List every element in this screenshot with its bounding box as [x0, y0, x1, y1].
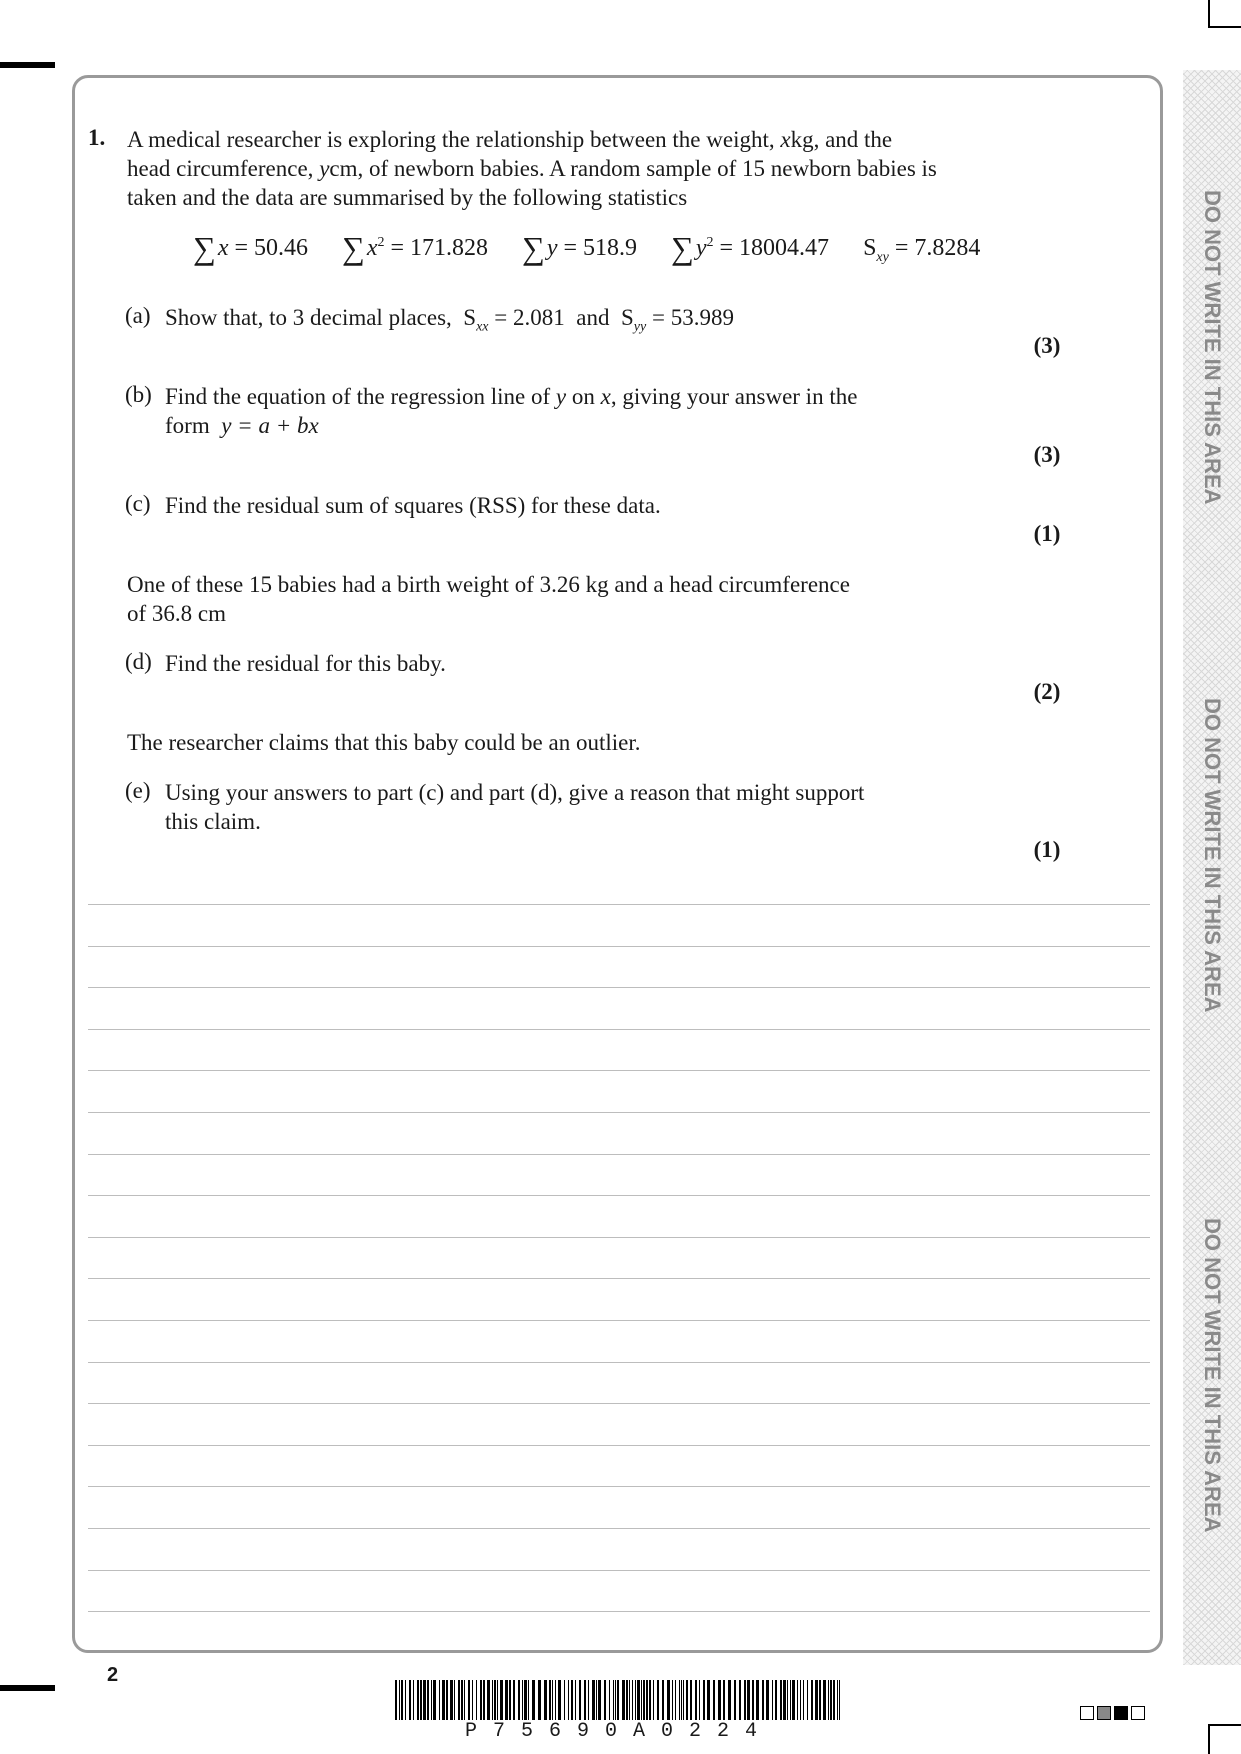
barcode-bar: [632, 1680, 633, 1720]
answer-line[interactable]: [88, 1195, 1150, 1196]
summary-statistics: [193, 230, 980, 267]
barcode-bar: [483, 1680, 485, 1720]
barcode-bar: [766, 1680, 769, 1720]
barcode-bar: [615, 1680, 616, 1720]
barcode-bar: [739, 1680, 741, 1720]
barcode-bar: [524, 1680, 527, 1720]
barcode-bar: [723, 1680, 725, 1720]
barcode-bar: [468, 1680, 470, 1720]
crop-mark: [1208, 1724, 1210, 1754]
crop-mark: [1208, 26, 1241, 28]
part-e-text: Using your answers to part (c) and part (d), give a reason that might support this claim.: [165, 780, 865, 834]
crop-mark: [1208, 0, 1210, 28]
barcode-bar: [558, 1680, 561, 1720]
barcode-bar: [575, 1680, 576, 1720]
barcode-bar: [552, 1680, 553, 1720]
barcode-bar: [588, 1680, 589, 1720]
barcode-bar: [464, 1680, 465, 1720]
barcode-bar: [513, 1680, 515, 1720]
barcode-bar: [571, 1680, 573, 1720]
barcode-bar: [744, 1680, 746, 1720]
barcode-bar: [828, 1680, 829, 1720]
part-e-marks: (1): [1033, 837, 1061, 862]
barcode-bar: [811, 1680, 813, 1720]
barcode-bar: [497, 1680, 498, 1720]
barcode-bar: [494, 1680, 496, 1720]
barcode-bar: [803, 1680, 804, 1720]
barcode-bar: [509, 1680, 511, 1720]
part-b-marks: (3): [1033, 442, 1061, 467]
part-d-label: (d): [125, 649, 152, 674]
registration-square: [1097, 1706, 1111, 1720]
barcode-bar: [681, 1680, 682, 1720]
barcode-bar: [635, 1680, 636, 1720]
answer-line[interactable]: [88, 1403, 1150, 1404]
barcode-bar: [399, 1680, 400, 1720]
part-e-label: (e): [125, 778, 151, 803]
barcode-bar: [783, 1680, 786, 1720]
barcode-bar: [637, 1680, 640, 1720]
barcode-bar: [686, 1680, 688, 1720]
barcode-bar: [752, 1680, 754, 1720]
answer-line[interactable]: [88, 946, 1150, 947]
barcode-bar: [454, 1680, 455, 1720]
margin-warning: DO NOT WRITE IN THIS AREA: [1200, 1218, 1225, 1533]
barcode-bar: [592, 1680, 595, 1720]
crop-mark: [1208, 1724, 1241, 1726]
barcode-bar: [568, 1680, 569, 1720]
barcode-bar: [807, 1680, 808, 1720]
barcode-bar: [775, 1680, 777, 1720]
margin-warning: DO NOT WRITE IN THIS AREA: [1200, 698, 1225, 1013]
crop-mark: [0, 1685, 55, 1691]
part-a-text: Show that, to 3 decimal places, $S_{xx} = 2.081$ and $S_{yy} = 53.989$: [165, 305, 734, 335]
barcode-bar: [442, 1680, 445, 1720]
barcode-bar: [734, 1680, 736, 1720]
barcode-bar: [487, 1680, 490, 1720]
barcode-bar: [646, 1680, 648, 1720]
barcode-bar: [756, 1680, 759, 1720]
question-number: 1.: [88, 125, 106, 150]
part-c-text: Find the residual sum of squares (RSS) for these data.: [165, 493, 661, 518]
barcode-bar: [427, 1680, 429, 1720]
barcode-bar: [423, 1680, 426, 1720]
barcode-bar: [446, 1680, 448, 1720]
barcode-bar: [522, 1680, 523, 1720]
barcode-bar: [772, 1680, 773, 1720]
barcode-bar: [629, 1680, 630, 1720]
barcode-bar: [675, 1680, 676, 1720]
barcode-bar: [549, 1680, 551, 1720]
barcode-bar: [476, 1680, 477, 1720]
stat-sum-x: ∑x = 50.46: [193, 230, 309, 266]
barcode-bar: [690, 1680, 692, 1720]
barcode-bar: [713, 1680, 715, 1720]
part-c-marks: (1): [1033, 521, 1061, 546]
barcode-bar: [492, 1680, 493, 1720]
barcode-bar: [555, 1680, 556, 1720]
answer-line[interactable]: [88, 987, 1150, 988]
barcode-bar: [797, 1680, 798, 1720]
answer-line[interactable]: [88, 1237, 1150, 1238]
barcode-bar: [662, 1680, 664, 1720]
info-paragraph: One of these 15 babies had a birth weight of 3.26 kg and a head circumference of 36.8 cm: [127, 572, 850, 626]
barcode-bar: [833, 1680, 835, 1720]
crop-mark: [0, 62, 55, 68]
barcode-bar: [679, 1680, 680, 1720]
answer-line[interactable]: [88, 1320, 1150, 1321]
part-a-label: (a): [125, 303, 151, 328]
page-number: 2: [107, 1664, 119, 1686]
barcode-bar: [500, 1680, 503, 1720]
barcode-bar: [792, 1680, 795, 1720]
barcode-bar: [672, 1680, 673, 1720]
stat-sum-x2: $\sum x^2 = 171.828$: [342, 230, 489, 266]
stat-sxy: $S_{xy} = 7.8284$: [863, 235, 981, 265]
answer-line[interactable]: [88, 1528, 1150, 1529]
barcode-bar: [395, 1680, 397, 1720]
barcode-bar: [787, 1680, 788, 1720]
barcode-bar: [417, 1680, 419, 1720]
answer-line[interactable]: [88, 1445, 1150, 1446]
barcode-bar: [579, 1680, 581, 1720]
barcode-bar: [643, 1680, 645, 1720]
barcode-text: P75690A0224: [464, 1720, 774, 1743]
barcode-bar: [584, 1680, 586, 1720]
registration-square: [1080, 1706, 1094, 1720]
stat-sum-y2: $\sum y^2 = 18004.47$: [671, 230, 830, 266]
barcode-bar: [480, 1680, 482, 1720]
barcode-bar: [409, 1680, 411, 1720]
barcode-bar: [641, 1680, 642, 1720]
barcode-bar: [837, 1680, 838, 1720]
barcode-bar: [703, 1680, 705, 1720]
answer-line[interactable]: [88, 1611, 1150, 1612]
barcode-bar: [683, 1680, 684, 1720]
barcode-bar: [830, 1680, 832, 1720]
barcode-bar: [420, 1680, 422, 1720]
barcode-bar: [472, 1680, 473, 1720]
registration-square: [1114, 1706, 1128, 1720]
answer-line[interactable]: [88, 904, 1150, 905]
barcode-bar: [544, 1680, 547, 1720]
barcode-bar: [609, 1680, 610, 1720]
barcode-bar: [839, 1680, 840, 1720]
answer-line[interactable]: [88, 1112, 1150, 1113]
barcode-bar: [790, 1680, 791, 1720]
barcode-bar: [653, 1680, 654, 1720]
barcode-bar: [518, 1680, 520, 1720]
barcode-bar: [538, 1680, 541, 1720]
answer-line[interactable]: [88, 1362, 1150, 1363]
registration-square: [1131, 1706, 1145, 1720]
barcode-bar: [405, 1680, 406, 1720]
part-a-marks: (3): [1033, 333, 1061, 358]
barcode-bar: [458, 1680, 460, 1720]
barcode-bar: [747, 1680, 750, 1720]
barcode-bar: [532, 1680, 535, 1720]
barcode-bar: [413, 1680, 414, 1720]
barcode: [395, 1680, 843, 1722]
answer-line[interactable]: [88, 1278, 1150, 1279]
question-intro: A medical researcher is exploring the relationship between the weight, xkg, and the head circumference, ycm, of newborn babies. A random sample of 15 newborn babies is taken and the data are summarised by the following statistics: [127, 127, 937, 210]
barcode-bar: [699, 1680, 700, 1720]
part-d-marks: (2): [1033, 679, 1061, 704]
barcode-bar: [815, 1680, 818, 1720]
barcode-bar: [819, 1680, 821, 1720]
stat-sum-y: ∑y = 518.9: [522, 230, 638, 266]
barcode-bar: [439, 1680, 440, 1720]
barcode-bar: [728, 1680, 731, 1720]
barcode-bar: [695, 1680, 697, 1720]
barcode-bar: [800, 1680, 801, 1720]
part-c-label: (c): [125, 491, 151, 516]
barcode-bar: [626, 1680, 628, 1720]
barcode-bar: [596, 1680, 597, 1720]
margin-warning: DO NOT WRITE IN THIS AREA: [1200, 190, 1225, 505]
answer-line[interactable]: [88, 1029, 1150, 1030]
part-b-label: (b): [125, 382, 152, 407]
barcode-bar: [718, 1680, 721, 1720]
barcode-bar: [613, 1680, 614, 1720]
barcode-bar: [649, 1680, 651, 1720]
barcode-bar: [622, 1680, 625, 1720]
barcode-bar: [598, 1680, 601, 1720]
barcode-bar: [780, 1680, 782, 1720]
barcode-bar: [707, 1680, 710, 1720]
part-b-text: Find the equation of the regression line of y on x, giving your answer in the form y = a + bx: [165, 384, 858, 438]
part-d-text: Find the residual for this baby.: [165, 651, 446, 676]
barcode-bar: [823, 1680, 826, 1720]
barcode-bar: [762, 1680, 764, 1720]
barcode-bar: [401, 1680, 403, 1720]
barcode-bar: [564, 1680, 565, 1720]
barcode-bar: [433, 1680, 436, 1720]
answer-line[interactable]: [88, 1570, 1150, 1571]
barcode-bar: [450, 1680, 453, 1720]
answer-line[interactable]: [88, 1154, 1150, 1155]
barcode-bar: [667, 1680, 670, 1720]
barcode-bar: [528, 1680, 529, 1720]
barcode-bar: [461, 1680, 463, 1720]
barcode-bar: [617, 1680, 619, 1720]
info-paragraph: The researcher claims that this baby could be an outlier.: [127, 730, 641, 755]
barcode-bar: [657, 1680, 659, 1720]
barcode-bar: [431, 1680, 432, 1720]
answer-line[interactable]: [88, 1070, 1150, 1071]
barcode-bar: [604, 1680, 606, 1720]
answer-line[interactable]: [88, 1486, 1150, 1487]
barcode-bar: [505, 1680, 508, 1720]
